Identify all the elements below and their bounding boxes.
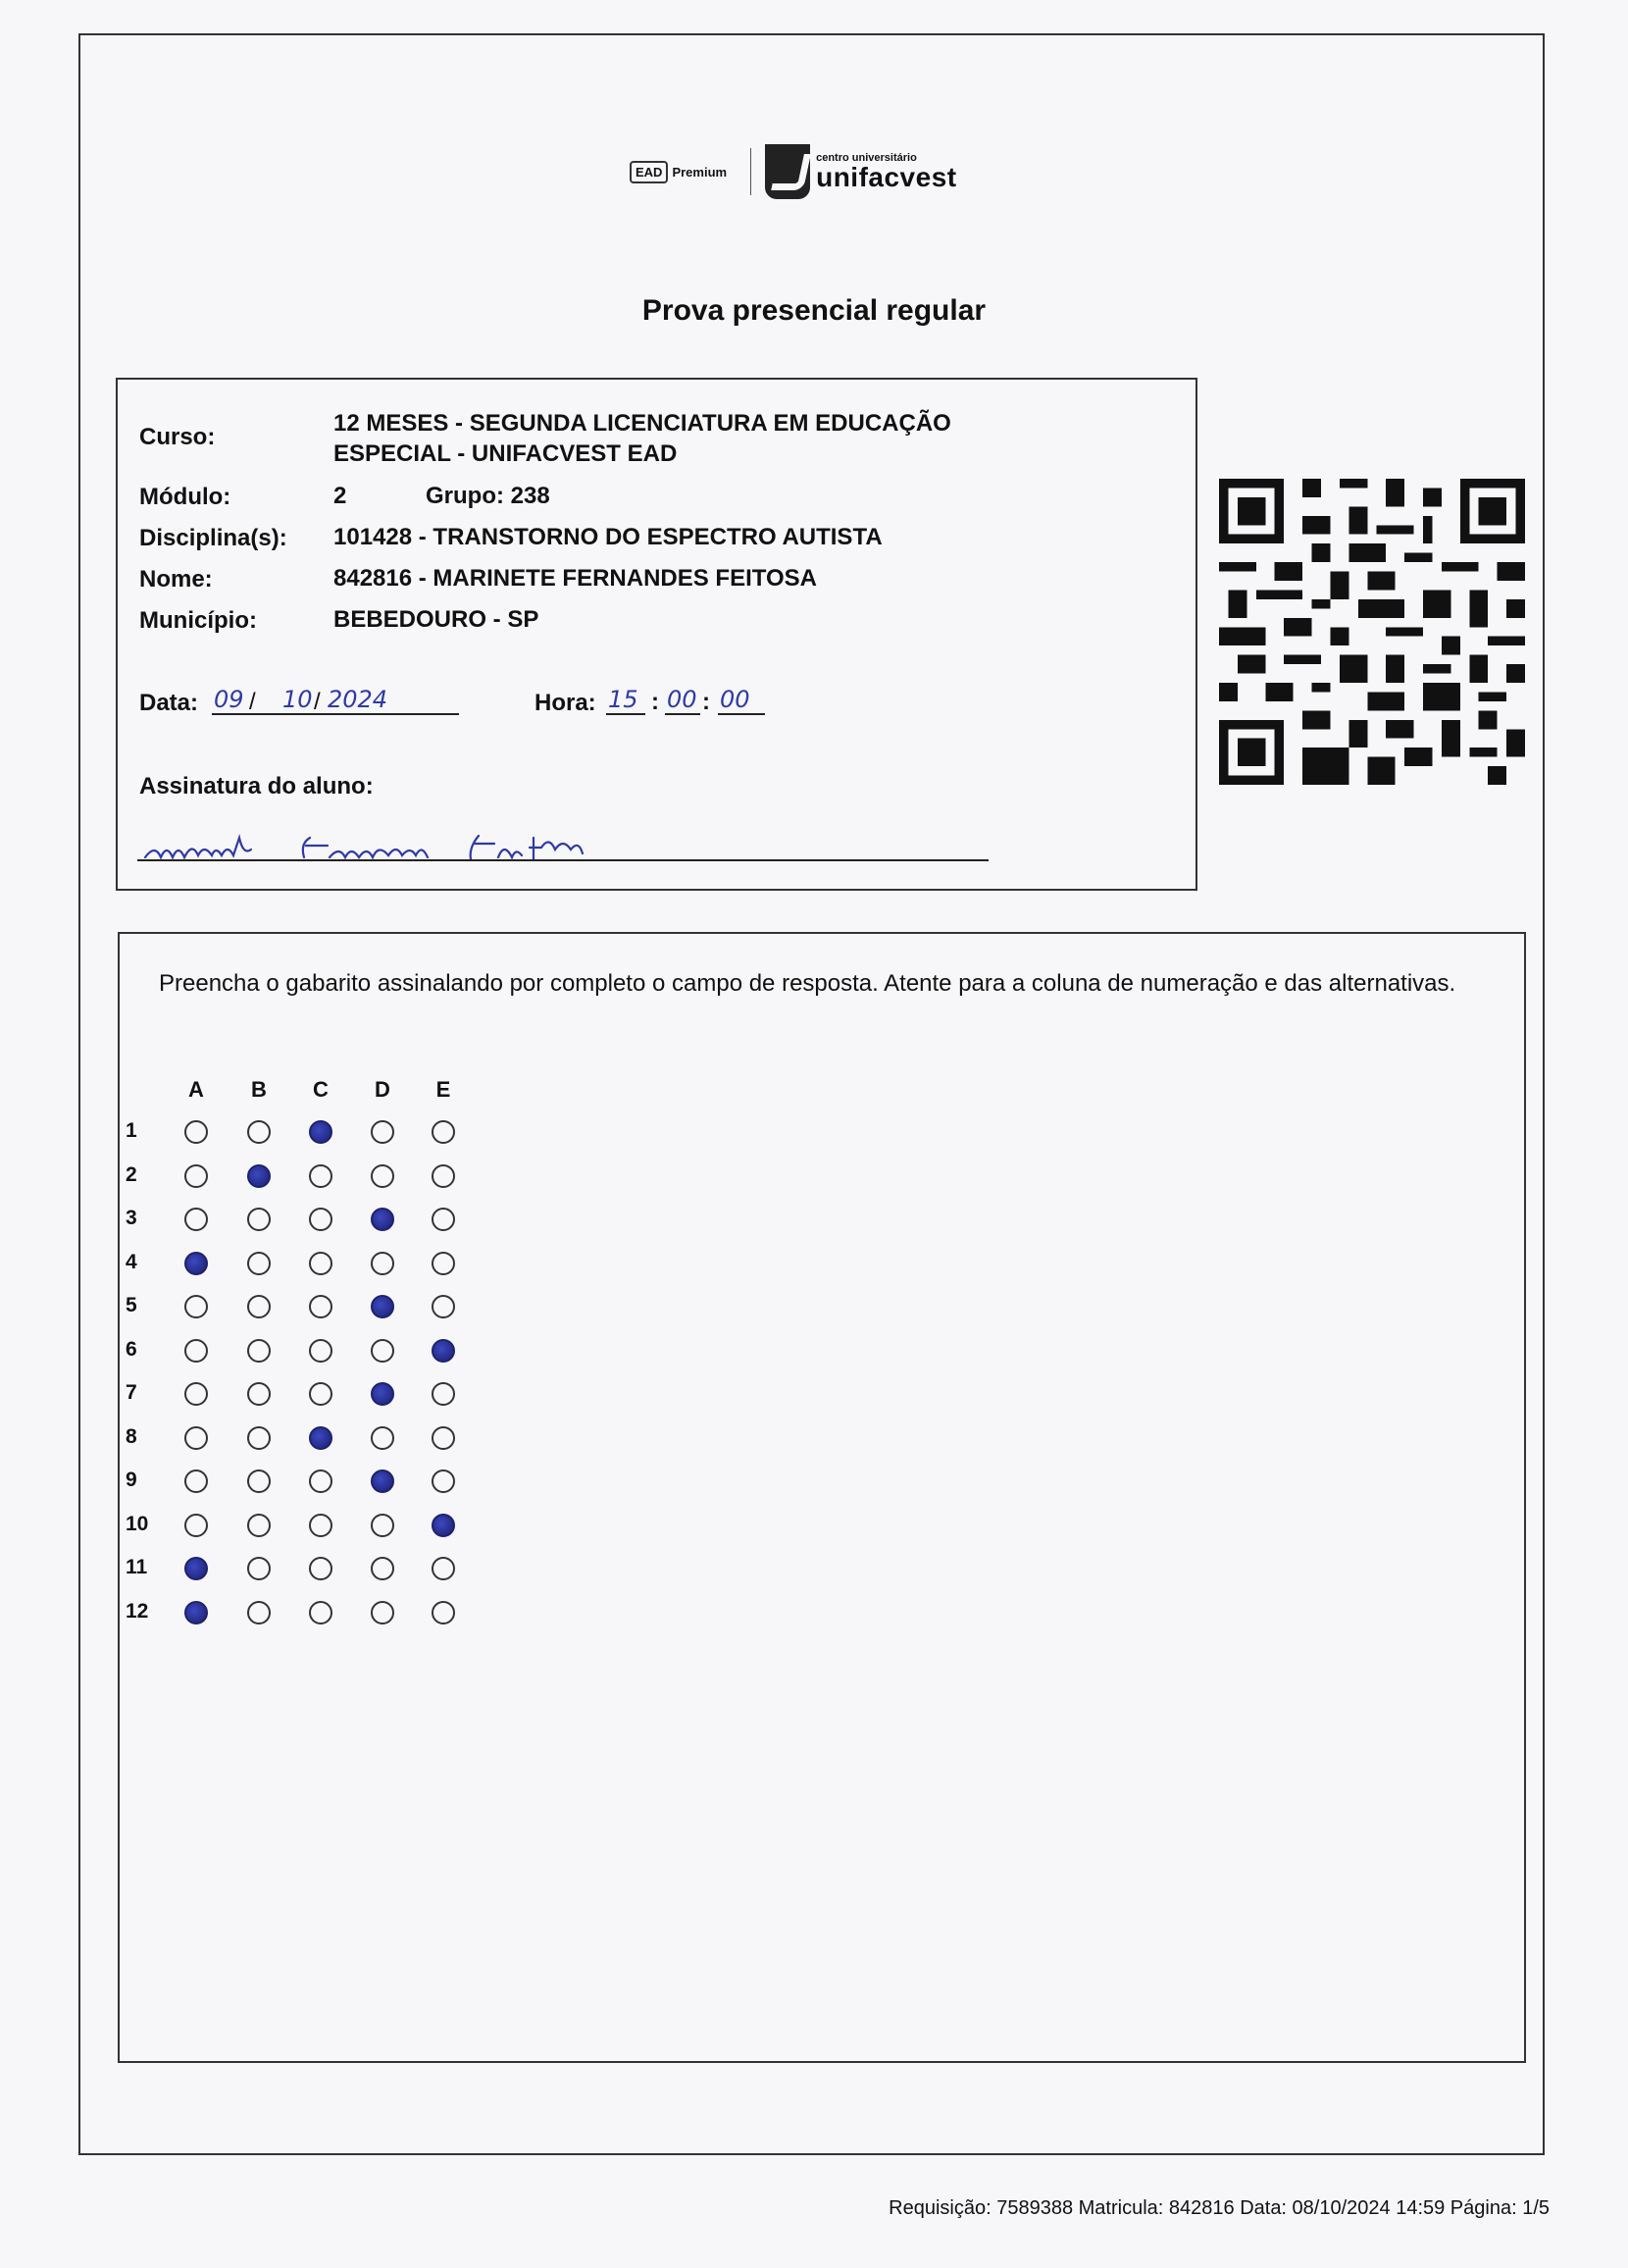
question-number: 12 [126,1599,149,1623]
answer-bubble-4-a[interactable] [184,1252,208,1275]
question-number: 3 [126,1207,137,1229]
hora-sep-2: : [702,689,710,715]
answer-bubble-1-b[interactable] [247,1120,271,1144]
footer-request-info: Requisição: 7589388 Matricula: 842816 Data: 08/10/2024 14:59 Página: 1/5 [889,2197,1550,2219]
answer-bubble-9-c[interactable] [309,1469,332,1493]
data-day: 09 [214,686,244,713]
ead-premium-logo [620,155,737,189]
answer-bubble-5-c[interactable] [309,1295,332,1318]
data-sep-2: / [314,689,321,715]
curso-label: Curso: [139,424,216,450]
unifacvest-logo [765,144,957,199]
question-number: 1 [126,1119,137,1142]
answer-bubble-7-b[interactable] [247,1382,271,1406]
ead-label: EAD [630,161,668,183]
answer-bubble-10-a[interactable] [184,1514,208,1537]
curso-value-line2: ESPECIAL - UNIFACVEST EAD [333,440,678,467]
hora-label: Hora: [534,690,596,716]
answer-bubble-4-d[interactable] [371,1252,394,1275]
answer-bubble-9-d[interactable] [371,1469,394,1493]
hora-seconds: 00 [720,686,750,713]
answer-bubble-5-b[interactable] [247,1295,271,1318]
answer-bubble-1-a[interactable] [184,1120,208,1144]
answer-bubble-5-e[interactable] [432,1295,455,1318]
column-header-d: D [375,1077,390,1102]
answer-bubble-12-c[interactable] [309,1601,332,1624]
question-number: 10 [126,1512,149,1535]
answer-bubble-11-e[interactable] [432,1557,455,1580]
answer-bubble-4-c[interactable] [309,1252,332,1275]
municipio-label: Município: [139,607,257,634]
data-year: 2024 [328,686,388,713]
answer-bubble-2-e[interactable] [432,1164,455,1188]
answer-bubble-12-d[interactable] [371,1601,394,1624]
hora-hours: 15 [608,686,638,713]
answer-bubble-7-d[interactable] [371,1382,394,1406]
disciplina-value: 101428 - TRANSTORNO DO ESPECTRO AUTISTA [333,524,883,550]
answer-bubble-3-a[interactable] [184,1208,208,1231]
question-number: 2 [126,1162,137,1186]
data-sep-1: / [249,689,256,715]
answer-bubble-12-a[interactable] [184,1601,208,1624]
answer-bubble-2-c[interactable] [309,1164,332,1188]
logo-divider [750,148,751,195]
data-label: Data: [139,690,199,716]
answer-bubble-2-a[interactable] [184,1164,208,1188]
hora-minutes: 00 [667,686,697,713]
question-number: 9 [126,1469,137,1491]
shield-icon [765,144,810,199]
data-month: 10 [282,686,313,713]
answer-bubble-11-c[interactable] [309,1557,332,1580]
modulo-value: 2 [333,483,347,509]
question-number: 6 [126,1337,137,1361]
hora-underline-m [665,713,700,715]
answer-bubble-9-e[interactable] [432,1469,455,1493]
answer-bubble-12-e[interactable] [432,1601,455,1624]
answer-bubble-5-d[interactable] [371,1295,394,1318]
answer-bubble-3-b[interactable] [247,1208,271,1231]
question-number: 11 [126,1556,148,1578]
question-number: 7 [126,1381,137,1404]
answer-bubble-6-d[interactable] [371,1339,394,1363]
answer-bubble-10-b[interactable] [247,1514,271,1537]
column-header-a: A [188,1077,204,1102]
hora-sep-1: : [651,689,659,715]
answer-bubble-4-e[interactable] [432,1252,455,1275]
page-title: Prova presencial regular [641,294,987,327]
hora-underline-s [718,713,765,715]
answer-bubble-10-d[interactable] [371,1514,394,1537]
answer-bubble-8-c[interactable] [309,1426,332,1450]
question-number: 5 [126,1294,137,1316]
answer-bubble-8-e[interactable] [432,1426,455,1450]
hora-underline-h [606,713,645,715]
answer-bubble-11-a[interactable] [184,1557,208,1580]
answer-bubble-2-d[interactable] [371,1164,394,1188]
question-number: 8 [126,1424,137,1448]
curso-value-line1: 12 MESES - SEGUNDA LICENCIATURA EM EDUCAÇÃO [333,410,951,437]
answer-bubble-6-a[interactable] [184,1339,208,1363]
column-header-e: E [435,1077,451,1102]
data-underline [212,713,459,715]
nome-label: Nome: [139,566,213,593]
answer-bubble-1-c[interactable] [309,1120,332,1144]
answer-bubble-8-a[interactable] [184,1426,208,1450]
disciplina-label: Disciplina(s): [139,525,287,551]
modulo-label: Módulo: [139,484,231,510]
question-number: 4 [126,1250,137,1273]
column-header-b: B [251,1077,267,1102]
answer-bubble-7-a[interactable] [184,1382,208,1406]
answer-bubble-9-a[interactable] [184,1469,208,1493]
answer-bubble-2-b[interactable] [247,1164,271,1188]
answer-bubble-6-e[interactable] [432,1339,455,1363]
answer-bubble-8-b[interactable] [247,1426,271,1450]
answer-bubble-12-b[interactable] [247,1601,271,1624]
answer-bubble-10-e[interactable] [432,1514,455,1537]
answer-bubble-11-d[interactable] [371,1557,394,1580]
answer-bubble-5-a[interactable] [184,1295,208,1318]
qr-code-icon [1219,479,1525,785]
premium-label: Premium [672,164,728,180]
answer-bubble-10-c[interactable] [309,1514,332,1537]
municipio-value: BEBEDOURO - SP [333,606,539,633]
answer-bubble-9-b[interactable] [247,1469,271,1493]
answer-bubble-7-e[interactable] [432,1382,455,1406]
grupo-value: Grupo: 238 [426,483,550,509]
answer-bubble-11-b[interactable] [247,1557,271,1580]
nome-value: 842816 - MARINETE FERNANDES FEITOSA [333,565,817,592]
answer-bubble-7-c[interactable] [309,1382,332,1406]
answer-bubble-3-e[interactable] [432,1208,455,1231]
answer-bubble-1-e[interactable] [432,1120,455,1144]
answer-bubble-3-c[interactable] [309,1208,332,1231]
answer-bubble-8-d[interactable] [371,1426,394,1450]
assinatura-label: Assinatura do aluno: [139,773,374,799]
answer-bubble-3-d[interactable] [371,1208,394,1231]
answer-instructions: Preencha o gabarito assinalando por completo o campo de resposta. Atente para a coluna de numeração e das alternativas. [159,970,1456,997]
assinatura-underline [137,859,989,861]
logo [620,140,957,203]
answer-bubble-6-c[interactable] [309,1339,332,1363]
answer-bubble-6-b[interactable] [247,1339,271,1363]
answer-bubble-1-d[interactable] [371,1120,394,1144]
logo-name: unifacvest [816,161,957,192]
column-header-c: C [313,1077,329,1102]
answer-bubble-4-b[interactable] [247,1252,271,1275]
logo-subtitle: centro universitário [816,151,917,164]
handwritten-signature [137,824,726,871]
